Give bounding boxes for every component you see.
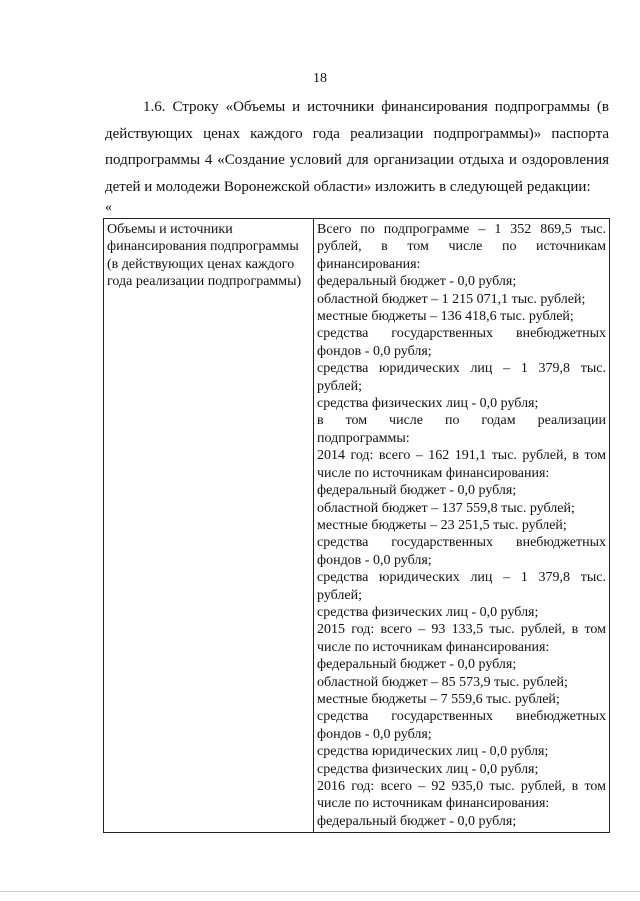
detail-line: областной бюджет – 1 215 071,1 тыс. рублей; xyxy=(317,291,586,307)
financing-table xyxy=(103,218,610,833)
detail-line: средства юридических лиц - 0,0 рубля; xyxy=(317,744,549,760)
detail-line: средства физических лиц - 0,0 рубля; xyxy=(317,396,539,412)
detail-line: средства физических лиц - 0,0 рубля; xyxy=(317,761,539,777)
detail-line: федеральный бюджет - 0,0 рубля; xyxy=(317,657,517,673)
detail-line: средства государственных внебюджетных фондов - 0,0 рубля; xyxy=(317,326,606,359)
page-number: 18 xyxy=(313,71,327,86)
detail-line: средства государственных внебюджетных фондов - 0,0 рубля; xyxy=(317,535,606,568)
detail-line: 2014 год: всего – 162 191,1 тыс. рублей, в том числе по источникам финансирования: xyxy=(317,448,606,481)
detail-line: средства государственных внебюджетных фондов - 0,0 рубля; xyxy=(317,709,606,742)
table-row xyxy=(104,219,610,833)
detail-line: областной бюджет – 85 573,9 тыс. рублей; xyxy=(317,674,568,690)
opening-quote-mark: « xyxy=(105,200,112,215)
detail-line: средства юридических лиц – 1 379,8 тыс. рублей; xyxy=(317,570,606,603)
detail-line: 2015 год: всего – 93 133,5 тыс. рублей, в том числе по источникам финансирования: xyxy=(317,622,606,655)
detail-line: средства юридических лиц – 1 379,8 тыс. рублей; xyxy=(317,361,606,394)
detail-line: в том числе по годам реализации подпрограммы: xyxy=(317,413,606,446)
detail-line: Всего по подпрограмме – 1 352 869,5 тыс. рублей, в том числе по источникам финансирования: xyxy=(317,222,606,272)
row-label-cell: Объемы и источники финансирования подпрограммы (в действующих ценах каждого года реализации подпрограммы) xyxy=(104,219,314,833)
detail-line: местные бюджеты – 23 251,5 тыс. рублей; xyxy=(317,517,567,533)
intro-paragraph xyxy=(105,94,609,200)
detail-line: 2016 год: всего – 92 935,0 тыс. рублей, в том числе по источникам финансирования: xyxy=(317,779,606,812)
financing-details-cell xyxy=(314,219,610,833)
detail-line: местные бюджеты – 7 559,6 тыс. рублей; xyxy=(317,691,560,707)
detail-line: федеральный бюджет - 0,0 рубля; xyxy=(317,274,517,290)
intro-text: 1.6. Строку «Объемы и источники финансирования подпрограммы (в действующих ценах каждого года реализации подпрограммы)» паспорта подпрограммы 4 «Создание условий для организации отдыха и оздоровления детей и молодежи Воронежской области» изложить в следующей редакции: xyxy=(105,99,609,195)
detail-line: федеральный бюджет - 0,0 рубля; xyxy=(317,813,517,829)
detail-line: средства физических лиц - 0,0 рубля; xyxy=(317,604,539,620)
detail-line: федеральный бюджет - 0,0 рубля; xyxy=(317,483,517,499)
detail-line: областной бюджет – 137 559,8 тыс. рублей; xyxy=(317,500,575,516)
detail-line: местные бюджеты – 136 418,6 тыс. рублей; xyxy=(317,309,574,325)
page-bottom-rule xyxy=(0,891,640,892)
